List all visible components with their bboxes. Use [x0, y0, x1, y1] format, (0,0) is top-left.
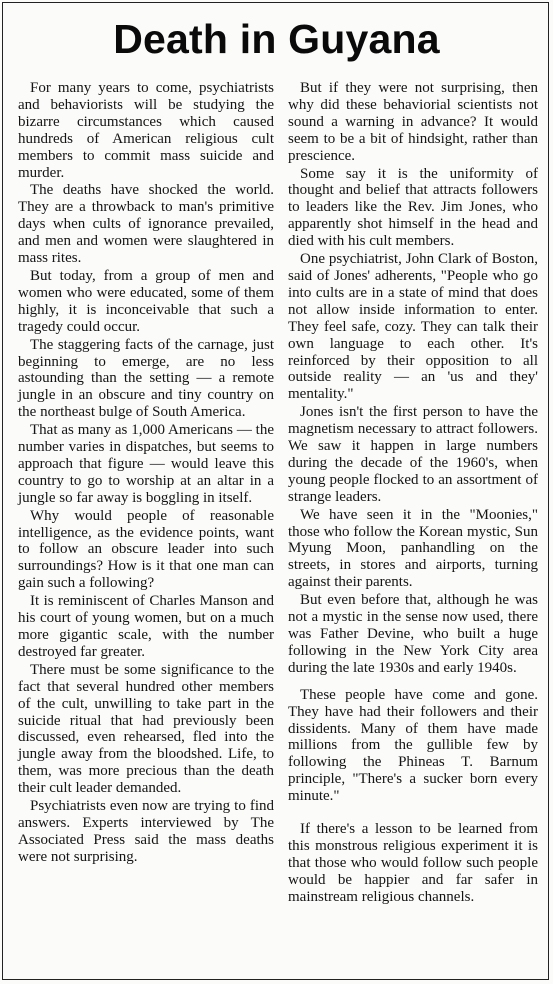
- paragraph: We have seen it in the "Moonies," those who follow the Korean mystic, Sun Myung Moon, panhandling on the streets, in stores and airports, turning against their parents.: [288, 506, 538, 591]
- paragraph: But today, from a group of men and women who were educated, some of them highly, it is inconceivable that such a tragedy could occur.: [18, 267, 274, 335]
- paragraph: If there's a lesson to be learned from this monstrous religious experiment it is that those who would follow such people would be happier and far safer in mainstream religious channels.: [288, 821, 538, 905]
- paragraph: Jones isn't the first person to have the magnetism necessary to attract followers. We saw it happen in large numbers during the decade of the 1960's, when young people flocked to an assortment of strange leaders.: [288, 404, 538, 505]
- paragraph: The deaths have shocked the world. They are a throwback to man's primitive days when cults of ignorance prevailed, and men and women were slaughtered in mass rites.: [18, 182, 274, 267]
- paragraph: For many years to come, psychiatrists and behaviorists will be studying the bizarre circumstances which caused hundreds of American religious cult members to commit mass suicide and murder.: [18, 80, 274, 181]
- paragraph: That as many as 1,000 Americans — the number varies in dispatches, but seems to approach that figure — would leave this country to go to worship at an altar in a jungle so far away is boggling in itself.: [18, 422, 274, 506]
- paragraph: Some say it is the uniformity of thought and belief that attracts followers to leaders like the Rev. Jim Jones, who apparently shot himself in the head and died with his cult members.: [288, 165, 538, 250]
- left-column: [18, 80, 274, 867]
- paragraph: But even before that, although he was not a mystic in the sense now used, there was Father Devine, who built a huge following in the New York City area during the late 1930s and early 1940s.: [288, 592, 538, 676]
- paragraph: These people have come and gone. They have had their followers and their dissidents. Many of them have made millions from the gullible few by following the Phineas T. Barnum principle, "There's a sucker born every minute.": [288, 686, 538, 805]
- paragraph: Psychiatrists even now are trying to find answers. Experts interviewed by The Associated Press said the mass deaths were not surprising.: [18, 798, 274, 865]
- paragraph: It is reminiscent of Charles Manson and his court of young women, but on a much more gigantic scale, with the number destroyed far greater.: [18, 593, 274, 660]
- headline: Death in Guyana: [113, 16, 440, 62]
- paragraph: One psychiatrist, John Clark of Boston, said of Jones' adherents, "People who go into cults are in a state of mind that does not allow inside information to enter. They feel safe, cozy. They can talk their own language to each other. It's reinforced by their opposition to all outside reality — an 'us and they' mentality.": [288, 251, 538, 403]
- paragraph: The staggering facts of the carnage, just beginning to emerge, are no less astounding than the setting — a remote jungle in an obscure and tiny country on the northeast bulge of South America.: [18, 336, 274, 421]
- right-column: [288, 80, 538, 907]
- paragraph: There must be some significance to the fact that several hundred other members of the cult, unwilling to take part in the suicide ritual that had previously been discussed, even rehearsed, fled into the jungle away from the bloodshed. Life, to them, was more precious than the death their cult leader demanded.: [18, 661, 274, 797]
- paragraph: Why would people of reasonable intelligence, as the evidence points, want to follow an obscure leader into such surroundings? How is it that one man can gain such a following?: [18, 507, 274, 592]
- paragraph: But if they were not surprising, then why did these behaviorial scientists not sound a warning in advance? It would seem to be a bit of hindsight, rather than prescience.: [288, 80, 538, 164]
